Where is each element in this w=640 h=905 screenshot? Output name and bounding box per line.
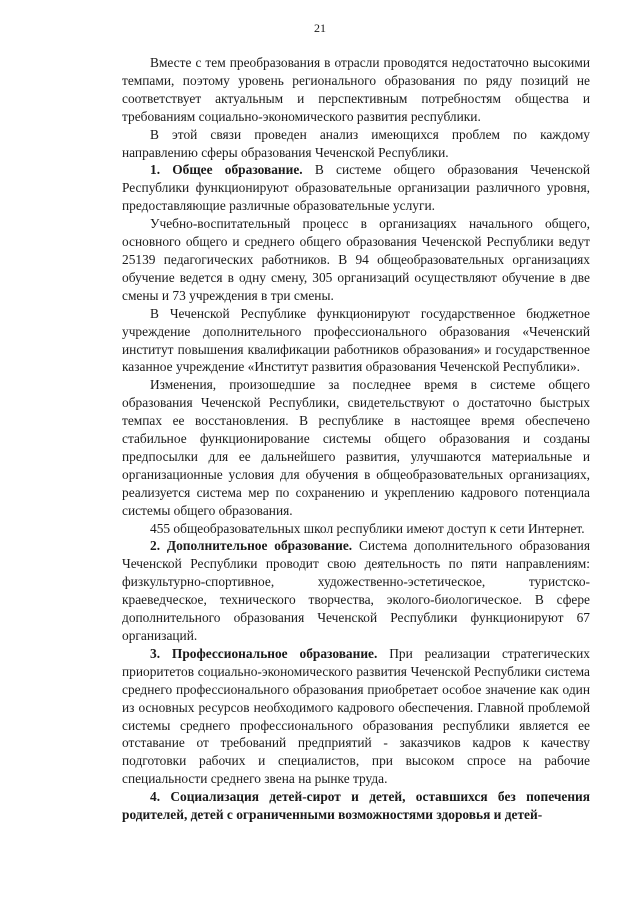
paragraph bbox=[122, 215, 590, 305]
section-heading: 3. Профессиональное образование. bbox=[150, 645, 378, 661]
paragraph bbox=[122, 537, 590, 644]
paragraph-text: Изменения, произошедшие за последнее время в системе общего образования Чеченской Республики, свидетельствуют о достаточно быстрых темпах ее восстановления. В республике в настоящее время обеспечено стабильное функционирование системы общего образования и созданы предпосылки для ее дальнейшего развития, улучшаются материальные и организационные условия для обучения в общеобразовательных организациях, реализуется система мер по сохранению и укреплению кадрового потенциала системы общего образования. bbox=[122, 377, 590, 518]
paragraph bbox=[122, 376, 590, 519]
page-number: 21 bbox=[314, 21, 326, 35]
paragraph bbox=[122, 305, 590, 377]
paragraph-text: Учебно-воспитательный процесс в организациях начального общего, основного общего и среднего общего образования Чеченской Республики ведут 25139 педагогических работников. В 94 общеобразовательных организациях обучение ведется в одну смену, 305 организаций осуществляют обучение в две смены и 73 учреждения в три смены. bbox=[122, 216, 590, 303]
paragraph bbox=[122, 54, 590, 126]
paragraph-text: 455 общеобразовательных школ республики имеют доступ к сети Интернет. bbox=[150, 520, 585, 536]
paragraph-text: Система дополнительного образования Чеченской Республики проводит свою деятельность по пяти направлениям: физкультурно-спортивное, художественно-эстетическое, туристско-краеведческое, технического творчества, эколого-биологическое. В сфере дополнительного образования Чеченской Республики функционируют 67 организаций. bbox=[122, 538, 590, 643]
paragraph bbox=[122, 126, 590, 162]
paragraph bbox=[122, 161, 590, 215]
document-body bbox=[122, 54, 590, 824]
section-heading: 1. Общее образование. bbox=[150, 162, 303, 178]
section-heading: 4. Социализация детей-сирот и детей, оставшихся без попечения родителей, детей с ограниченными возможностями здоровья и детей- bbox=[122, 789, 590, 823]
paragraph-text: Вместе с тем преобразования в отрасли проводятся недостаточно высокими темпами, поэтому уровень регионального образования по ряду позиций не соответствует актуальным и перспективным потребностям общества и требованиям социально-экономического развития республики. bbox=[122, 55, 590, 124]
paragraph-text: В этой связи проведен анализ имеющихся проблем по каждому направлению сферы образования Чеченской Республики. bbox=[122, 126, 590, 160]
paragraph bbox=[122, 645, 590, 788]
paragraph bbox=[122, 520, 590, 538]
paragraph bbox=[122, 788, 590, 824]
paragraph-text: В Чеченской Республике функционируют государственное бюджетное учреждение дополнительного профессионального образования «Чеченский институт повышения квалификации работников образования» и государственное казанное учреждение «Институт развития образования Чеченской Республики». bbox=[122, 305, 590, 375]
paragraph-text: При реализации стратегических приоритетов социально-экономического развития Чеченской Республики система среднего профессионального образования приобретает особое значение как один из основных ресурсов необходимого кадрового обеспечения. Главной проблемой системы среднего профессионального образования республики является ее отставание от требований предприятий - заказчиков кадров к качеству подготовки рабочих и специалистов, при высоком спросе на рабочие специальности среднего звена на рынке труда. bbox=[122, 645, 590, 787]
section-heading: 2. Дополнительное образование. bbox=[150, 538, 353, 554]
paragraph-text: В системе общего образования Чеченской Республики функционируют образовательные организации различного уровня, предоставляющие различные образовательные услуги. bbox=[122, 162, 590, 214]
